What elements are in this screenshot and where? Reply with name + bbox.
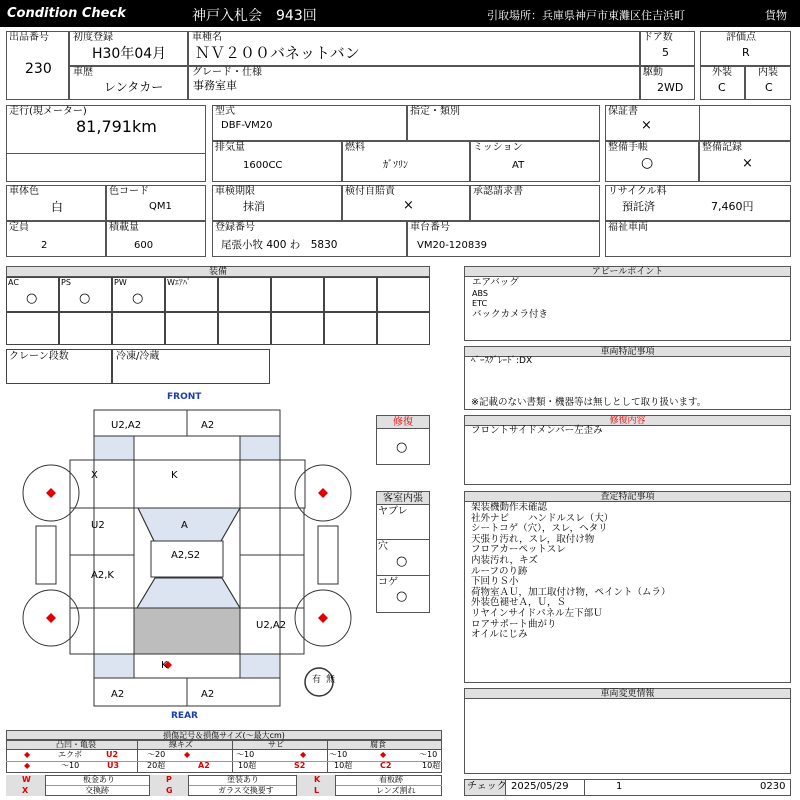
equip-label-ac: AC (8, 278, 19, 287)
appeal-item: バックカメラ付き (472, 308, 549, 320)
doors-value: 5 (662, 46, 669, 59)
assist-mark: 有 (312, 675, 322, 685)
sym-k: K (314, 775, 321, 784)
inspection-value: 抹消 (243, 200, 265, 213)
doors-label: ドア数 (643, 32, 673, 43)
note-line: 荷物室ＡＵ，加工取付け物，ペイント（ムラ） (471, 586, 671, 598)
damage-hood-right: K (171, 470, 178, 481)
note-line: ロアサポート曲がり (471, 618, 557, 630)
equip-cell-7 (324, 277, 377, 312)
mileage-label: 走行(現メーター) (9, 106, 87, 117)
service-record-value: × (742, 156, 753, 171)
interior-value: C (765, 81, 773, 94)
chassis-value: VM20-120839 (417, 240, 487, 251)
score-label: 評価点 (726, 32, 756, 43)
legend-dent-r1-b: U2 (106, 750, 119, 759)
sym-k-desc: 看板跡 (379, 775, 403, 784)
appeal-item: エアバッグ (472, 277, 519, 288)
recycle-fee: 7,460円 (711, 200, 754, 213)
legend-cat-corrosion: 腐食 (370, 740, 386, 749)
legend-cat-rust: サビ (268, 740, 284, 749)
cabin-hole-mark: ○ (396, 554, 408, 569)
first-reg-label: 初度登録 (73, 32, 113, 43)
equip-cell-wair (165, 277, 218, 312)
equip-cell-6 (271, 277, 324, 312)
lot-label: 出品番号 (9, 32, 49, 43)
appeal-item: ABS (472, 288, 488, 298)
damage-front-left: U2,A2 (111, 420, 142, 431)
pickup-location: 引取場所：兵庫県神戸市東灘区住吉浜町 (487, 9, 685, 22)
note-line: 架装機動作未確認 (471, 502, 548, 513)
history-label: 車歴 (73, 67, 93, 78)
recycle-status: 預託済 (622, 200, 655, 213)
sym-p: P (166, 775, 172, 784)
exterior-value: C (718, 81, 726, 94)
equip-cell-11 (112, 312, 165, 345)
sym-l: L (314, 786, 320, 795)
note-line: 内装汚れ，キズ (471, 554, 538, 566)
legend-rust-r2: 10超 (334, 761, 353, 770)
fridge-label: 冷凍/冷蔵 (116, 351, 160, 362)
vehicle-diagram (0, 390, 370, 725)
red-diamond-icon: ◆ (380, 750, 387, 759)
mileage-value: 81,791km (76, 117, 157, 136)
legend-rust-r2-code: S2 (294, 761, 306, 770)
cabin-burn-label: コゲ (378, 577, 398, 588)
note-line: リヤインサイドパネル左下部Ｕ (471, 607, 603, 619)
front-label: FRONT (167, 392, 202, 402)
cabin-header: 客室内張 (376, 491, 430, 505)
mission-label: ミッション (473, 142, 523, 153)
drive-label: 駆動 (643, 67, 663, 78)
warranty-value: × (641, 118, 652, 133)
first-reg-value: H30年04月 (92, 46, 167, 62)
special-note: ※記載のない書類・機器等は無しとして取り扱います。 (471, 397, 707, 408)
cabin-burn-mark: ○ (396, 589, 408, 604)
reg-no-value: 尾張小牧 400 わ 5830 (221, 239, 338, 251)
type-value: DBF-VM20 (221, 120, 273, 131)
capacity-value: 2 (41, 240, 48, 251)
auction-venue: 神戸入札会 943回 (192, 8, 317, 24)
sym-g: G (166, 786, 173, 795)
damage-rear-right: A2 (201, 689, 215, 700)
legend-scratch-r2-code: A2 (198, 761, 210, 770)
equip-label-wair: Wｴｱﾊﾞ (167, 278, 191, 287)
color-code-label: 色コード (109, 186, 149, 197)
exterior-label: 外装 (712, 67, 732, 78)
legend-corrosion-r1: ～10 (419, 750, 438, 759)
legend-dent-r2-a: ～10 (61, 761, 80, 770)
service-record-label: 整備記録 (702, 142, 742, 153)
interior-label: 内装 (758, 67, 778, 78)
appeal-list (472, 278, 548, 320)
appeal-item: ETC (472, 299, 488, 309)
special-base-grade: ﾍﾞｰｽｸﾞﾚｰﾄﾞ:DX (471, 356, 533, 366)
chassis-label: 車台番号 (410, 222, 450, 233)
damage-back: K (161, 660, 168, 671)
cabin-tear-label: ヤブレ (378, 506, 408, 517)
legend-corrosion-r2: 10超 (422, 761, 441, 770)
note-line: ルーフのり跡 (471, 565, 528, 577)
sym-p-desc: 塗装あり (227, 775, 259, 784)
equip-label-ps: PS (61, 278, 71, 287)
legend-cat-scratch: 線キズ (169, 740, 193, 749)
sym-w-desc: 板金あり (83, 775, 115, 784)
damage-rear-left: A2 (111, 689, 125, 700)
legend-title: 損傷記号＆損傷サイズ(～最大cm) (6, 730, 442, 740)
red-diamond-icon: ◆ (24, 750, 31, 759)
red-diamond-icon: ◆ (300, 750, 307, 759)
score-value: R (742, 46, 750, 59)
sym-l-desc: レンズ割れ (376, 786, 416, 795)
grade-label: グレード・仕様 (192, 67, 262, 78)
designation-label: 指定・類別 (410, 106, 460, 117)
body-color-label: 車体色 (9, 186, 39, 197)
equip-cell-15 (324, 312, 377, 345)
inspection-notes-header: 査定特記事項 (464, 491, 791, 502)
damage-hood-left: X (91, 470, 98, 481)
sym-w: W (22, 775, 31, 784)
damage-roof: A2,S2 (171, 550, 201, 561)
equip-cell-12 (165, 312, 218, 345)
lot-number: 230 (25, 61, 52, 77)
repair-mark: ○ (396, 440, 408, 455)
crane-box (6, 349, 112, 384)
sym-x-desc: 交換跡 (85, 786, 109, 795)
check-count: 1 (616, 781, 623, 792)
equip-mark-ps: ○ (79, 291, 91, 306)
reg-no-label: 登録番号 (215, 222, 255, 233)
check-time: 0230 (760, 781, 786, 792)
changes-header: 車両変更情報 (464, 688, 791, 699)
legend-cat-dent: 凸凹・亀裂 (56, 740, 96, 749)
appeal-header: アピールポイント (464, 266, 791, 277)
crane-label: クレーン段数 (9, 351, 69, 362)
red-diamond-icon: ◆ (184, 750, 191, 759)
history-value: レンタカー (104, 80, 164, 94)
service-book-label: 整備手帳 (608, 142, 648, 153)
legend-scratch-r2: 10超 (238, 761, 257, 770)
equip-mark-pw: ○ (132, 291, 144, 306)
legend-dent-r1-a: エクボ (58, 750, 82, 759)
note-line: オイルにじみ (471, 629, 528, 641)
fuel-label: 燃料 (345, 142, 365, 153)
recycle-label: リサイクル料 (608, 186, 667, 197)
rear-label: REAR (171, 711, 198, 721)
approval-label: 承認請求書 (473, 186, 523, 197)
insurance-value: × (403, 198, 414, 213)
damage-door-fl: U2 (91, 520, 105, 531)
equip-cell-16 (377, 312, 430, 345)
equip-cell-5 (218, 277, 271, 312)
load-value: 600 (134, 240, 154, 251)
model-label: 車種名 (192, 32, 222, 43)
grade-value: 事務室車 (193, 79, 237, 92)
equipment-header: 装備 (6, 266, 430, 277)
legend-rust-r1: ～10 (329, 750, 348, 759)
legend-dent-r2-c: 20超 (147, 761, 166, 770)
sym-x: X (22, 786, 29, 795)
equip-cell-14 (271, 312, 324, 345)
legend-scratch-r1: ～10 (236, 750, 255, 759)
note-line: 外装色褪せＡ，Ｕ，Ｓ (471, 597, 567, 609)
repair-content-header: 修復内容 (464, 415, 791, 426)
color-code-value: QM1 (149, 201, 172, 212)
damage-front-right: A2 (201, 420, 215, 431)
equip-cell-8 (377, 277, 430, 312)
body-color-value: 白 (51, 200, 64, 214)
fuel-value: ｶﾞｿﾘﾝ (383, 160, 408, 171)
damage-quarter-right: U2,A2 (256, 620, 287, 631)
note-line: 天張り汚れ，スレ，取付け物 (471, 533, 595, 545)
check-date: 2025/05/29 (511, 781, 569, 792)
displacement-value: 1600CC (243, 160, 283, 171)
equip-mark-ac: ○ (26, 291, 38, 306)
inspection-label: 車検期限 (215, 186, 255, 197)
note-line: シートコゲ（穴），スレ，ヘタリ (471, 523, 608, 535)
drive-value: 2WD (657, 81, 684, 94)
equip-cell-ac (6, 277, 59, 312)
equip-cell-10 (59, 312, 112, 345)
equip-label-pw: PW (114, 278, 127, 287)
damage-door-rl: A2,K (91, 570, 114, 581)
displacement-label: 排気量 (215, 142, 245, 153)
vehicle-category: 貨物 (765, 9, 787, 22)
load-label: 積載量 (109, 222, 139, 233)
sym-g-desc: ガラス交換要す (218, 786, 274, 795)
special-header: 車両特記事項 (464, 346, 791, 357)
note-line: 社外ナビ ハンドルスレ（大） (471, 512, 614, 524)
note-line: 下回りＳ小 (471, 576, 519, 588)
red-diamond-icon: ◆ (24, 761, 31, 770)
check-label: チェック (467, 781, 507, 792)
service-book-value: ○ (641, 155, 654, 171)
changes-box (464, 688, 791, 774)
inspection-notes-list (471, 503, 671, 641)
equip-cell-ps (59, 277, 112, 312)
legend-dent-r2-b: U3 (107, 761, 120, 770)
note-line: フロアカーペットスレ (471, 544, 566, 556)
warranty-label: 保証書 (608, 106, 638, 117)
model-name: ＮＶ２００バネットバン (195, 44, 360, 62)
mission-value: AT (512, 160, 525, 171)
equip-cell-9 (6, 312, 59, 345)
equip-cell-13 (218, 312, 271, 345)
fridge-box (112, 349, 270, 384)
assist-none: 無 (326, 675, 336, 685)
equip-cell-pw (112, 277, 165, 312)
type-label: 型式 (215, 106, 235, 117)
damage-windshield: A (181, 520, 188, 531)
legend (6, 730, 442, 796)
welfare-label: 福祉車両 (608, 222, 648, 233)
repair-content-text: フロントサイドメンバー左歪み (471, 425, 603, 436)
cabin-hole-label: 穴 (378, 541, 388, 552)
header-bar (0, 0, 800, 27)
legend-dent-r1-c: ～20 (147, 750, 166, 759)
capacity-label: 定員 (9, 222, 29, 233)
repair-header: 修復 (376, 415, 430, 429)
insurance-label: 検付自賠責 (345, 186, 395, 197)
brand-title: Condition Check (7, 6, 126, 21)
legend-corrosion-r2-code: C2 (380, 761, 392, 770)
